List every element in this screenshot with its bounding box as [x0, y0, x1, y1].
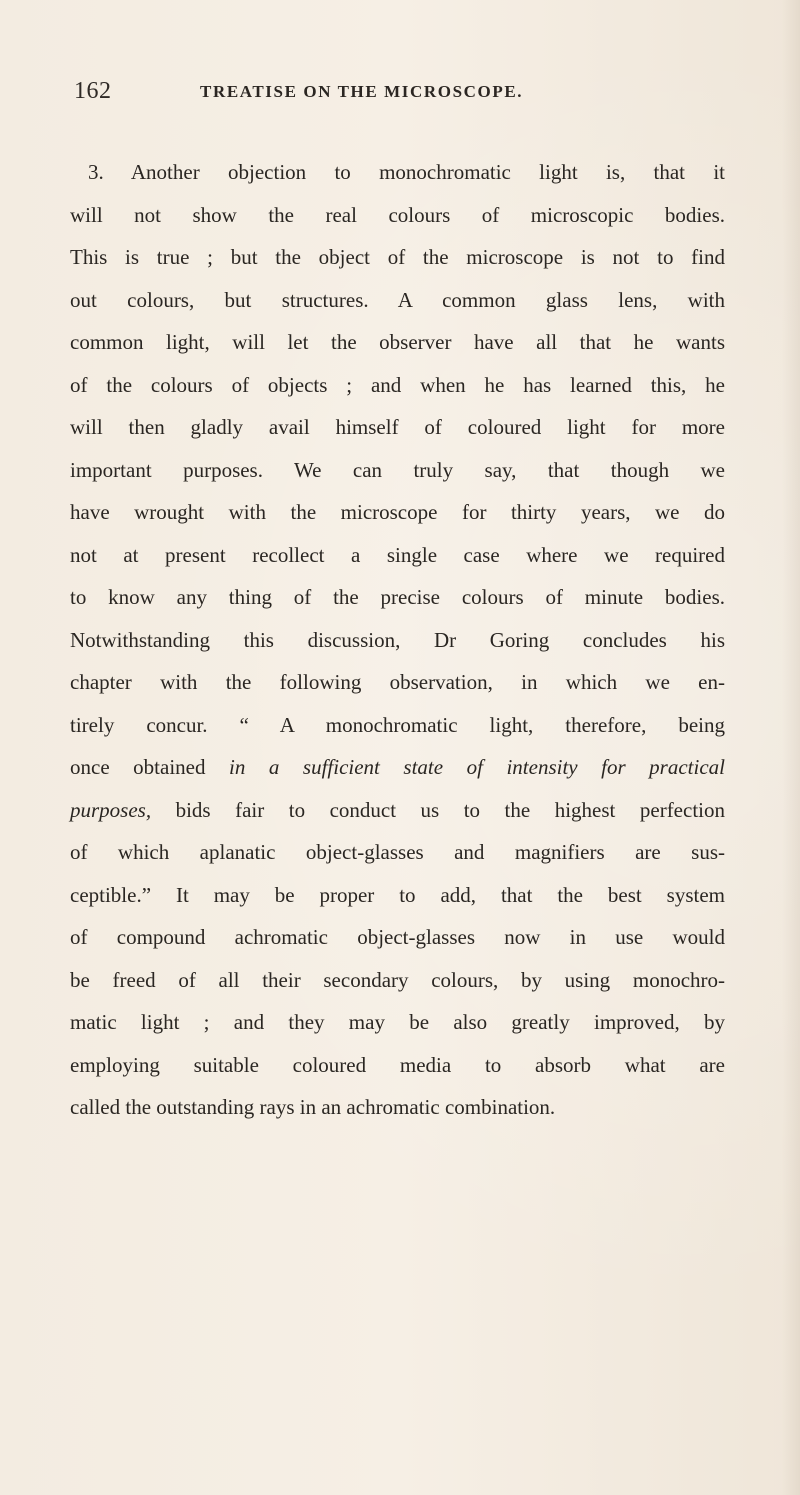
text-line: ceptible.” It may be proper to add, that the best system: [70, 882, 725, 907]
text-line: will then gladly avail himself of coloured light for more: [70, 415, 725, 439]
text-line: of the colours of objects ; and when he has learned this, he: [70, 372, 725, 397]
text-line: have wrought with the microscope for thirty years, we do: [70, 500, 725, 524]
text-line: of compound achromatic object-glasses now in use would: [70, 925, 725, 949]
text-line: not at present recollect a single case where we required: [70, 542, 725, 567]
text-line: employing suitable coloured media to absorb what are: [70, 1052, 725, 1077]
text-line: Notwithstanding this discussion, Dr Goring concludes his: [70, 627, 725, 652]
running-head: TREATISE ON THE MICROSCOPE.: [200, 82, 524, 101]
text-line: matic light ; and they may be also greatly improved, by: [70, 1010, 725, 1034]
paragraph: [70, 151, 725, 1129]
text-line: important purposes. We can truly say, that though we: [70, 457, 725, 482]
text-line: to know any thing of the precise colours of minute bodies.: [70, 585, 725, 609]
text-segment: once obtained: [70, 755, 230, 779]
text-line: will not show the real colours of microscopic bodies.: [70, 202, 725, 227]
text-line: This is true ; but the object of the microscope is not to find: [70, 245, 725, 269]
text-line: be freed of all their secondary colours, by using monochro-: [70, 967, 725, 992]
text-line: tirely concur. “ A monochromatic light, therefore, being: [70, 712, 725, 737]
page-edge-shadow: [782, 0, 800, 1495]
text-line: out colours, but structures. A common glass lens, with: [70, 287, 725, 312]
page-header: [74, 78, 714, 118]
text-line: 3. Another objection to monochromatic light is, that it: [88, 160, 725, 184]
text-line: chapter with the following observation, in which we en-: [70, 670, 725, 694]
text-line: called the outstanding rays in an achromatic combination.: [70, 1095, 556, 1119]
italic-text: in a sufficient state of intensity for practical: [229, 755, 726, 779]
text-line: [70, 746, 725, 789]
italic-text: purposes,: [70, 797, 152, 822]
text-line: [70, 789, 725, 832]
text-line: common light, will let the observer have all that he wants: [70, 330, 725, 354]
page-number: 162: [74, 78, 112, 104]
text-segment: bids fair to conduct us to the highest perfection: [151, 797, 725, 822]
text-line: of which aplanatic object-glasses and magnifiers are sus-: [70, 840, 725, 864]
